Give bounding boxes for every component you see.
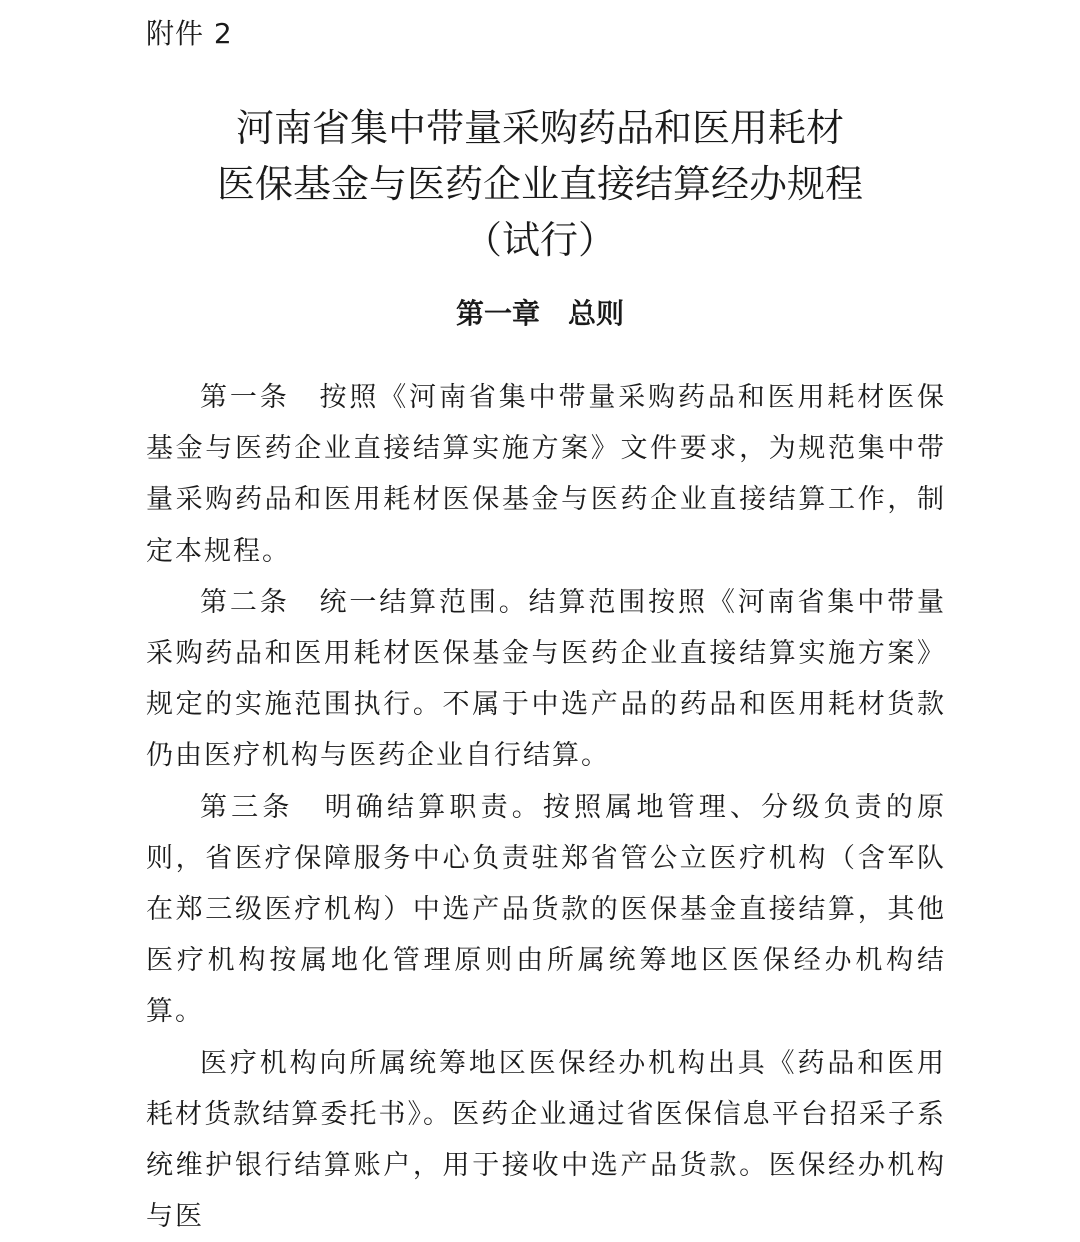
chapter-heading: 第一章 总则	[455, 297, 624, 330]
article-1-head: 第一条	[200, 382, 320, 413]
article-2	[146, 577, 946, 782]
title-line-3: （试行）	[463, 218, 616, 262]
article-1	[146, 372, 946, 577]
article-3-continuation	[146, 1038, 946, 1242]
article-2-head: 第二条	[200, 586, 320, 618]
article-1-text: 按照《河南省集中带量采购药品和医用耗材医保基金与医药企业直接结算实施方案》文件要求，为规范集中带量采购药品和医用耗材医保基金与医药企业直接结算工作，制定本规程。	[146, 382, 946, 567]
article-2-text: 统一结算范围。结算范围按照《河南省集中带量采购药品和医用耗材医保基金与医药企业直接结算实施方案》规定的实施范围执行。不属于中选产品的药品和医用耗材货款仍由医疗机构与医药企业自行结算。	[146, 586, 946, 772]
article-3	[146, 782, 946, 1038]
attachment-label: 附件 2	[146, 17, 233, 50]
document-title	[0, 100, 1080, 268]
title-line-1: 河南省集中带量采购药品和医用耗材	[235, 106, 844, 150]
article-3-text: 明确结算职责。按照属地管理、分级负责的原则，省医疗保障服务中心负责驻郑省管公立医疗机构（含军队在郑三级医疗机构）中选产品货款的医保基金直接结算，其他医疗机构按属地化管理原则由所属统筹地区医保经办机构结算。	[146, 791, 947, 1028]
title-line-2: 医保基金与医药企业直接结算经办规程	[216, 162, 863, 206]
document-body	[146, 372, 946, 1242]
article-3-head: 第三条	[200, 791, 325, 823]
article-3-continuation-text: 医疗机构向所属统筹地区医保经办机构出具《药品和医用耗材货款结算委托书》。医药企业通过省医保信息平台招采子系统维护银行结算账户，用于接收中选产品货款。医保经办机构与医	[146, 1047, 946, 1233]
